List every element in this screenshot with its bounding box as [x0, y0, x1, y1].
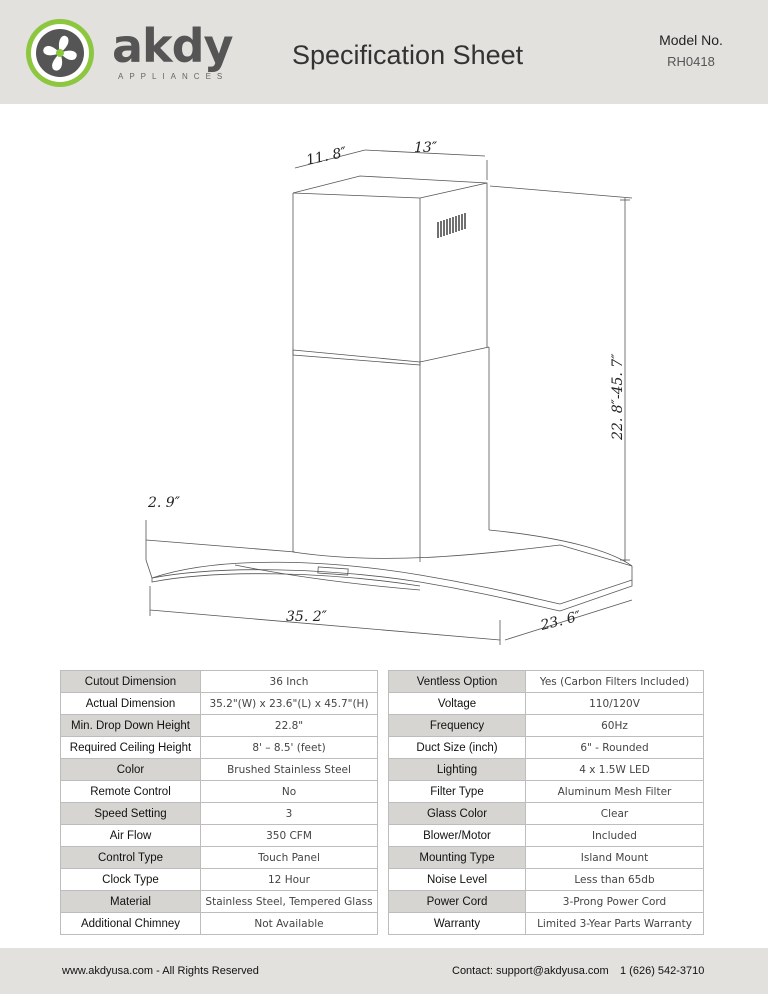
range-hood-drawing [0, 104, 768, 664]
spec-label: Min. Drop Down Height [61, 715, 201, 737]
spec-label: Noise Level [389, 869, 526, 891]
dim-top-depth: 11. 8″ [304, 144, 349, 169]
spec-value: 60Hz [526, 715, 704, 737]
spec-row [61, 671, 378, 693]
spec-row [389, 825, 704, 847]
spec-value: 8' – 8.5' (feet) [201, 737, 378, 759]
spec-value: 22.8" [201, 715, 378, 737]
spec-row [389, 869, 704, 891]
dim-width: 35. 2″ [286, 609, 327, 625]
spec-value: Clear [526, 803, 704, 825]
spec-row [61, 693, 378, 715]
footer-contact-email[interactable]: Contact: support@akdyusa.com [452, 965, 609, 977]
spec-value: 350 CFM [201, 825, 378, 847]
spec-row [389, 737, 704, 759]
spec-value: 4 x 1.5W LED [526, 759, 704, 781]
spec-label: Filter Type [389, 781, 526, 803]
spec-row [61, 715, 378, 737]
spec-label: Duct Size (inch) [389, 737, 526, 759]
footer-website[interactable]: www.akdyusa.com - All Rights Reserved [62, 965, 259, 977]
spec-value: 3 [201, 803, 378, 825]
dim-top-width: 13″ [414, 140, 438, 156]
spec-value: Limited 3-Year Parts Warranty [526, 913, 704, 935]
dim-glass: 2. 9″ [148, 495, 180, 511]
dim-depth: 23. 6″ [539, 608, 583, 634]
spec-row [389, 891, 704, 913]
model-number: RH0418 [667, 54, 715, 69]
spec-label: Mounting Type [389, 847, 526, 869]
model-label: Model No. [659, 32, 723, 48]
spec-value: 35.2"(W) x 23.6"(L) x 45.7"(H) [201, 693, 378, 715]
spec-row [61, 847, 378, 869]
spec-value: No [201, 781, 378, 803]
spec-row [61, 825, 378, 847]
spec-value: Aluminum Mesh Filter [526, 781, 704, 803]
spec-label: Lighting [389, 759, 526, 781]
footer-band [0, 948, 768, 994]
spec-label: Ventless Option [389, 671, 526, 693]
spec-value: Brushed Stainless Steel [201, 759, 378, 781]
spec-label: Air Flow [61, 825, 201, 847]
spec-value: 36 Inch [201, 671, 378, 693]
spec-label: Control Type [61, 847, 201, 869]
spec-label: Warranty [389, 913, 526, 935]
spec-row [61, 759, 378, 781]
spec-label: Color [61, 759, 201, 781]
spec-value: Yes (Carbon Filters Included) [526, 671, 704, 693]
spec-row [61, 803, 378, 825]
spec-value: 110/120V [526, 693, 704, 715]
spec-row [61, 781, 378, 803]
spec-value: Less than 65db [526, 869, 704, 891]
spec-label: Actual Dimension [61, 693, 201, 715]
dim-height: 22. 8″-45. 7″ [610, 353, 626, 440]
spec-label: Glass Color [389, 803, 526, 825]
spec-row [61, 891, 378, 913]
spec-value: 12 Hour [201, 869, 378, 891]
spec-row [389, 847, 704, 869]
spec-label: Material [61, 891, 201, 913]
spec-row [61, 869, 378, 891]
spec-row [389, 913, 704, 935]
spec-row [61, 737, 378, 759]
footer-phone[interactable]: 1 (626) 542-3710 [620, 965, 705, 977]
spec-row [389, 671, 704, 693]
spec-label: Power Cord [389, 891, 526, 913]
spec-value: Not Available [201, 913, 378, 935]
spec-table-right [388, 670, 704, 935]
brand-name: akdy [112, 19, 233, 73]
brand-subtitle: APPLIANCES [118, 72, 229, 81]
spec-table-left [60, 670, 378, 935]
spec-label: Remote Control [61, 781, 201, 803]
spec-row [61, 913, 378, 935]
spec-value: Island Mount [526, 847, 704, 869]
spec-label: Additional Chimney [61, 913, 201, 935]
spec-label: Frequency [389, 715, 526, 737]
spec-value: 3-Prong Power Cord [526, 891, 704, 913]
spec-row [389, 715, 704, 737]
page-title: Specification Sheet [292, 40, 524, 70]
spec-label: Clock Type [61, 869, 201, 891]
spec-label: Cutout Dimension [61, 671, 201, 693]
spec-row [389, 759, 704, 781]
spec-row [389, 693, 704, 715]
spec-value: Included [526, 825, 704, 847]
spec-value: Stainless Steel, Tempered Glass [201, 891, 378, 913]
header-band [0, 0, 768, 104]
spec-label: Voltage [389, 693, 526, 715]
spec-row [389, 803, 704, 825]
spec-value: Touch Panel [201, 847, 378, 869]
spec-label: Speed Setting [61, 803, 201, 825]
spec-value: 6" - Rounded [526, 737, 704, 759]
spec-label: Blower/Motor [389, 825, 526, 847]
spec-row [389, 781, 704, 803]
spec-label: Required Ceiling Height [61, 737, 201, 759]
